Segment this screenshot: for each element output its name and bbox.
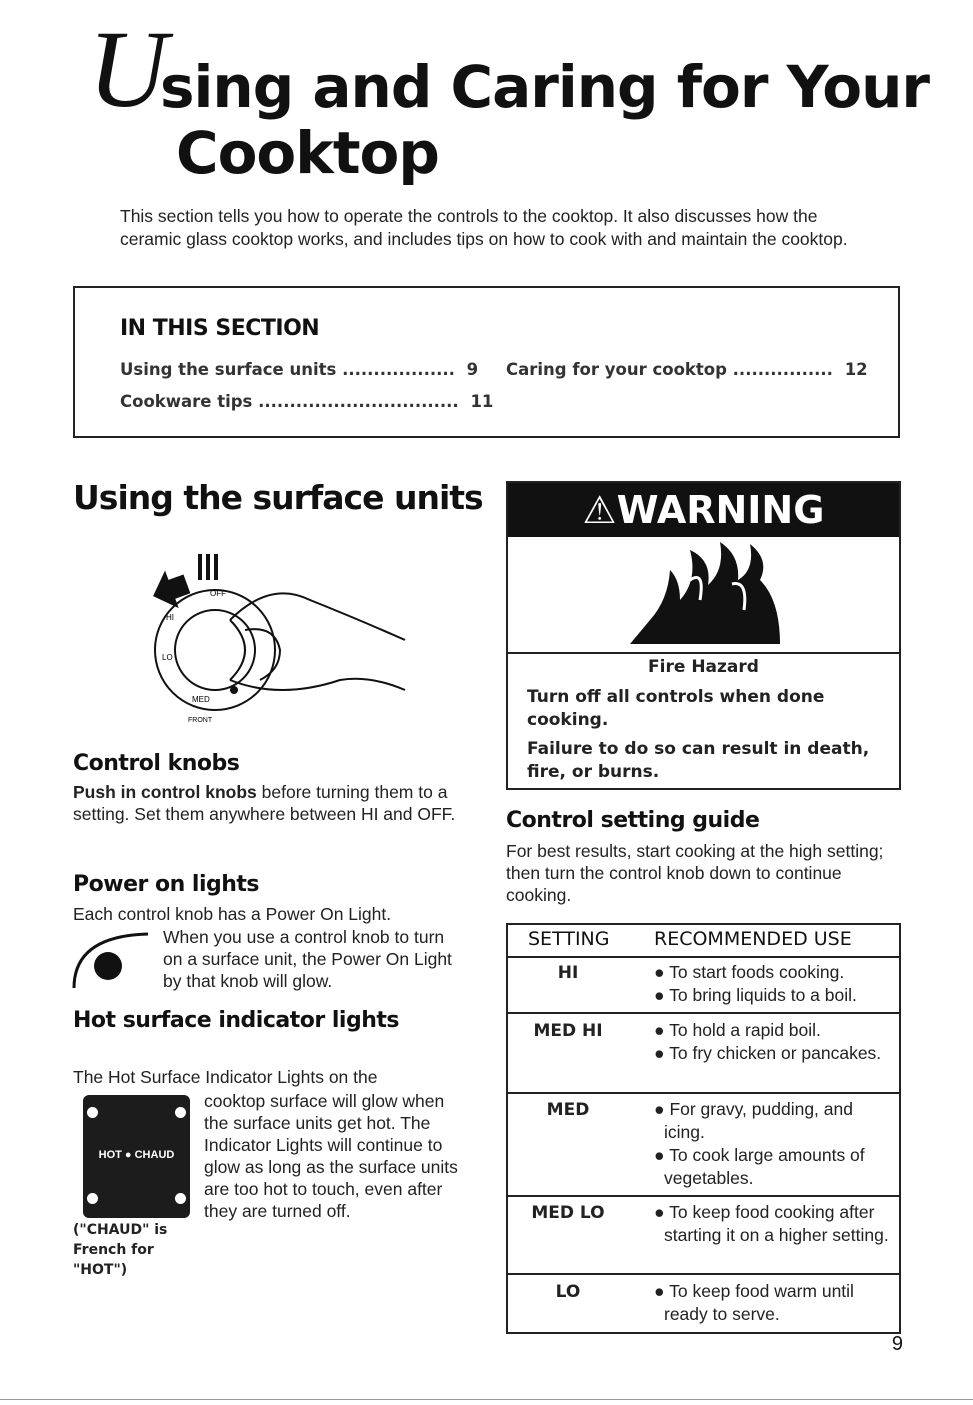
table-use-cell bbox=[650, 1201, 890, 1247]
table-row-rule bbox=[506, 1092, 901, 1094]
control-knobs-heading: Control knobs bbox=[73, 751, 240, 776]
table-setting-cell: MED HI bbox=[533, 1021, 603, 1041]
power-on-light-icon bbox=[230, 686, 238, 694]
use-item: ● To cook large amounts of vegetables. bbox=[654, 1145, 865, 1188]
table-setting-cell: HI bbox=[557, 963, 579, 983]
table-use-cell bbox=[650, 1098, 890, 1190]
title-initial: U bbox=[88, 8, 168, 130]
use-item: ● To start foods cooking. bbox=[654, 962, 845, 982]
toc-page: 11 bbox=[470, 392, 494, 411]
power-on-text: When you use a control knob to turn on a surface unit, the Power On Light by that knob will glow. bbox=[163, 927, 452, 991]
use-item: ● To bring liquids to a boil. bbox=[654, 985, 857, 1005]
page-title: sing and Caring for Your bbox=[160, 53, 930, 121]
warning-title: Fire Hazard bbox=[648, 657, 759, 677]
control-knobs-lead: Push in control knobs bbox=[73, 782, 257, 802]
indicator-dot-icon bbox=[87, 1107, 98, 1118]
table-use-cell bbox=[650, 961, 890, 1007]
use-item: ● To keep food cooking after starting it on a higher setting. bbox=[654, 1202, 889, 1245]
control-guide-text: For best results, start cooking at the high setting; then turn the control knob down to continue cooking. bbox=[506, 841, 884, 905]
page-number: 9 bbox=[891, 1333, 903, 1355]
table-use-cell bbox=[650, 1019, 890, 1065]
knob-dial-icon bbox=[155, 590, 275, 710]
control-knob-illustration bbox=[140, 540, 410, 730]
power-on-light-icon bbox=[70, 928, 155, 1003]
control-guide-heading: Control setting guide bbox=[506, 808, 760, 833]
knob-label-off: OFF bbox=[210, 589, 226, 598]
page-bottom-rule bbox=[0, 1399, 973, 1400]
chaud-caption: ("CHAUD" is French for "HOT") bbox=[73, 1222, 168, 1278]
hot-surface-heading: Hot surface indicator lights bbox=[73, 1008, 399, 1033]
toc-page: 12 bbox=[844, 360, 868, 379]
warning-line2: Failure to do so can result in death, fire, or burns. bbox=[527, 739, 870, 782]
knob-label-lo: LO bbox=[162, 653, 173, 662]
fire-hazard-icon bbox=[620, 540, 790, 648]
knob-label-med: MED bbox=[192, 695, 210, 704]
toc-label: Cookware tips ................................ bbox=[120, 392, 459, 411]
use-item: ● To hold a rapid boil. bbox=[654, 1020, 821, 1040]
warning-separator bbox=[508, 652, 899, 654]
hot-surface-intro: The Hot Surface Indicator Lights on the bbox=[73, 1067, 378, 1087]
hot-surface-text: cooktop surface will glow when the surface units get hot. The Indicator Lights will continue to glow as long as the surface units are too hot to touch, even after they are turned off. bbox=[204, 1091, 458, 1221]
hot-chaud-label: HOT ● CHAUD bbox=[98, 1149, 175, 1161]
table-setting-cell: LO bbox=[555, 1282, 581, 1302]
control-knobs-text bbox=[73, 781, 473, 825]
table-setting-cell: MED LO bbox=[531, 1203, 605, 1223]
use-item: ● To fry chicken or pancakes. bbox=[654, 1043, 882, 1063]
knob-label-hi: HI bbox=[166, 613, 174, 622]
indicator-dot-icon bbox=[175, 1107, 186, 1118]
warning-banner-text: ⚠WARNING bbox=[582, 488, 825, 532]
table-row-rule bbox=[506, 1273, 901, 1275]
table-use-cell bbox=[650, 1280, 890, 1326]
section-heading-surface-units: Using the surface units bbox=[73, 478, 483, 517]
toc-label: Caring for your cooktop ................ bbox=[506, 360, 833, 379]
use-item: ● To keep food warm until ready to serve. bbox=[654, 1281, 854, 1324]
toc-page: 9 bbox=[466, 360, 479, 379]
hot-surface-indicator-panel bbox=[83, 1095, 190, 1218]
table-row-rule bbox=[506, 1012, 901, 1014]
power-on-intro: Each control knob has a Power On Light. bbox=[73, 904, 392, 924]
toc-entry[interactable] bbox=[120, 392, 493, 411]
page-title-line2: Cooktop bbox=[176, 119, 439, 187]
in-this-section-heading: IN THIS SECTION bbox=[120, 316, 320, 341]
warning-line1: Turn off all controls when done cooking. bbox=[527, 687, 825, 730]
knob-label-front: FRONT bbox=[188, 717, 213, 724]
indicator-dot-icon bbox=[175, 1193, 186, 1204]
push-arrow-icon bbox=[146, 565, 194, 615]
table-header-setting: SETTING bbox=[528, 928, 610, 950]
table-header-rule bbox=[506, 956, 901, 958]
toc-label: Using the surface units .................. bbox=[120, 360, 455, 379]
table-setting-cell: MED bbox=[546, 1100, 590, 1120]
table-row-rule bbox=[506, 1195, 901, 1197]
power-on-lights-heading: Power on lights bbox=[73, 872, 260, 897]
toc-entry[interactable] bbox=[120, 360, 478, 379]
control-knobs-body: before turning them to a setting. Set them anywhere between HI and OFF. bbox=[73, 782, 456, 824]
use-item: ● For gravy, pudding, and icing. bbox=[654, 1099, 853, 1142]
toc-entry[interactable] bbox=[506, 360, 868, 379]
indicator-dot-icon bbox=[87, 1193, 98, 1204]
table-header-use: RECOMMENDED USE bbox=[654, 928, 852, 950]
intro-paragraph: This section tells you how to operate the controls to the cooktop. It also discusses how the ceramic glass cooktop works, and includes tips on how to cook with and maintain the cooktop. bbox=[120, 206, 848, 249]
